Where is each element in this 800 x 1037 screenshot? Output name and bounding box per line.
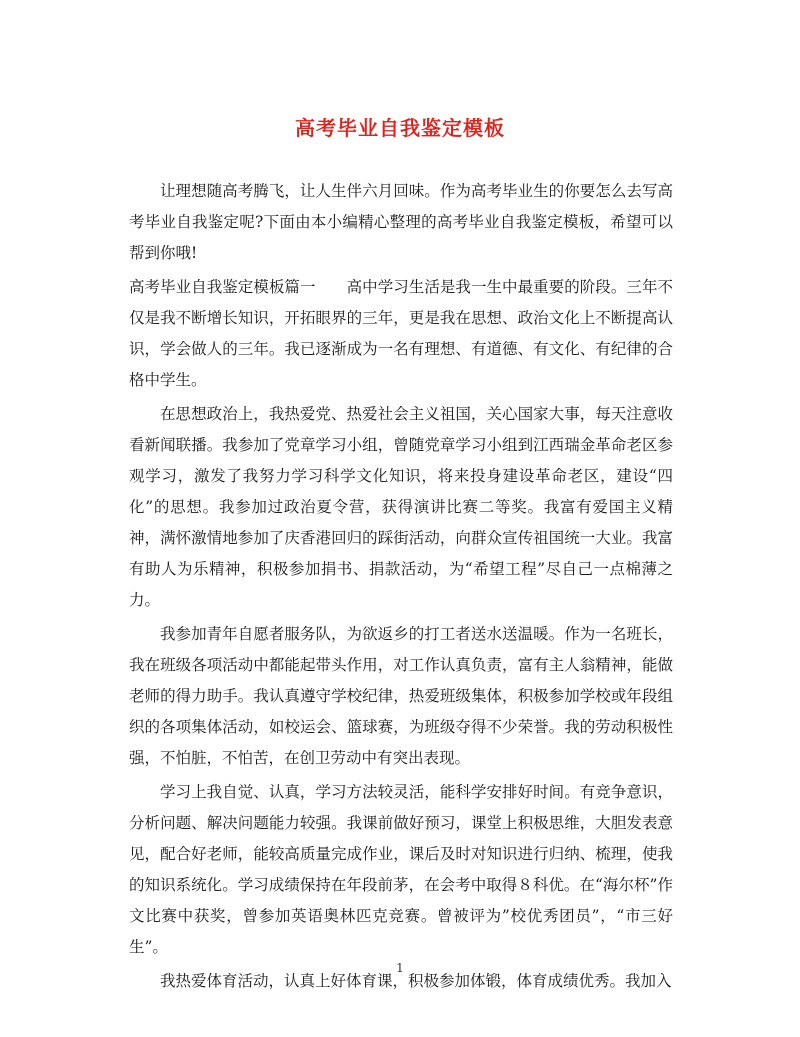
sports-paragraph: 我热爱体育活动，认真上好体育课，积极参加体锻，体育成绩优秀。我加入 <box>160 972 672 990</box>
page-number: 1 <box>396 961 404 975</box>
intro-paragraph: 让理想随高考腾飞，让人生伴六月回味。作为高考毕业生的你要怎么去写高考毕业自我鉴定呢?下面由本小编精心整理的高考毕业自我鉴定模板，希望可以帮到你哦! <box>129 182 673 262</box>
section-one-paragraph: 高考毕业自我鉴定模板篇一 高中学习生活是我一生中最重要的阶段。三年不仅是我不断增长知识，开拓眼界的三年，更是我在思想、政治文化上不断提高认识，学会做人的三年。我已逐渐成为一名有理想、有道德、有文化、有纪律的合格中学生。 <box>129 278 673 389</box>
politics-paragraph: 在思想政治上，我热爱党、热爱社会主义祖国，关心国家大事，每天注意收看新闻联播。我参加了党章学习小组，曾随党章学习小组到江西瑞金革命老区参观学习，激发了我努力学习科学文化知识，将来投身建设革命老区，建设“四化”的思想。我参加过政治夏令营，获得演讲比赛二等奖。我富有爱国主义精神，满怀激情地参加了庆香港回归的踩街活动，向群众宣传祖国统一大业。我富有助人为乐精神，积极参加捐书、捐款活动，为“希望工程”尽自己一点棉薄之力。 <box>129 405 673 609</box>
document-title: 高考毕业自我鉴定模板 <box>295 116 505 140</box>
document-body <box>129 176 673 1000</box>
study-paragraph: 学习上我自觉、认真，学习方法较灵活，能科学安排好时间。有竞争意识，分析问题、解决问题能力较强。我课前做好预习，课堂上积极思维，大胆发表意见，配合好老师，能较高质量完成作业，课后及时对知识进行归纳、梳理，使我的知识系统化。学习成绩保持在年段前茅，在会考中取得８科优。在“海尔杯”作文比赛中获奖，曾参加英语奥林匹克竞赛。曾被评为”校优秀团员”，“市三好生”。 <box>129 783 673 956</box>
volunteer-paragraph: 我参加青年自愿者服务队，为欲返乡的打工者送水送温暖。作为一名班长，我在班级各项活动中都能起带头作用，对工作认真负责，富有主人翁精神，能做老师的得力助手。我认真遵守学校纪律，热爱班级集体，积极参加学校或年段组织的各项集体活动，如校运会、篮球赛，为班级夺得不少荣誉。我的劳动积极性强，不怕脏，不怕苦，在创卫劳动中有突出表现。 <box>129 625 673 767</box>
